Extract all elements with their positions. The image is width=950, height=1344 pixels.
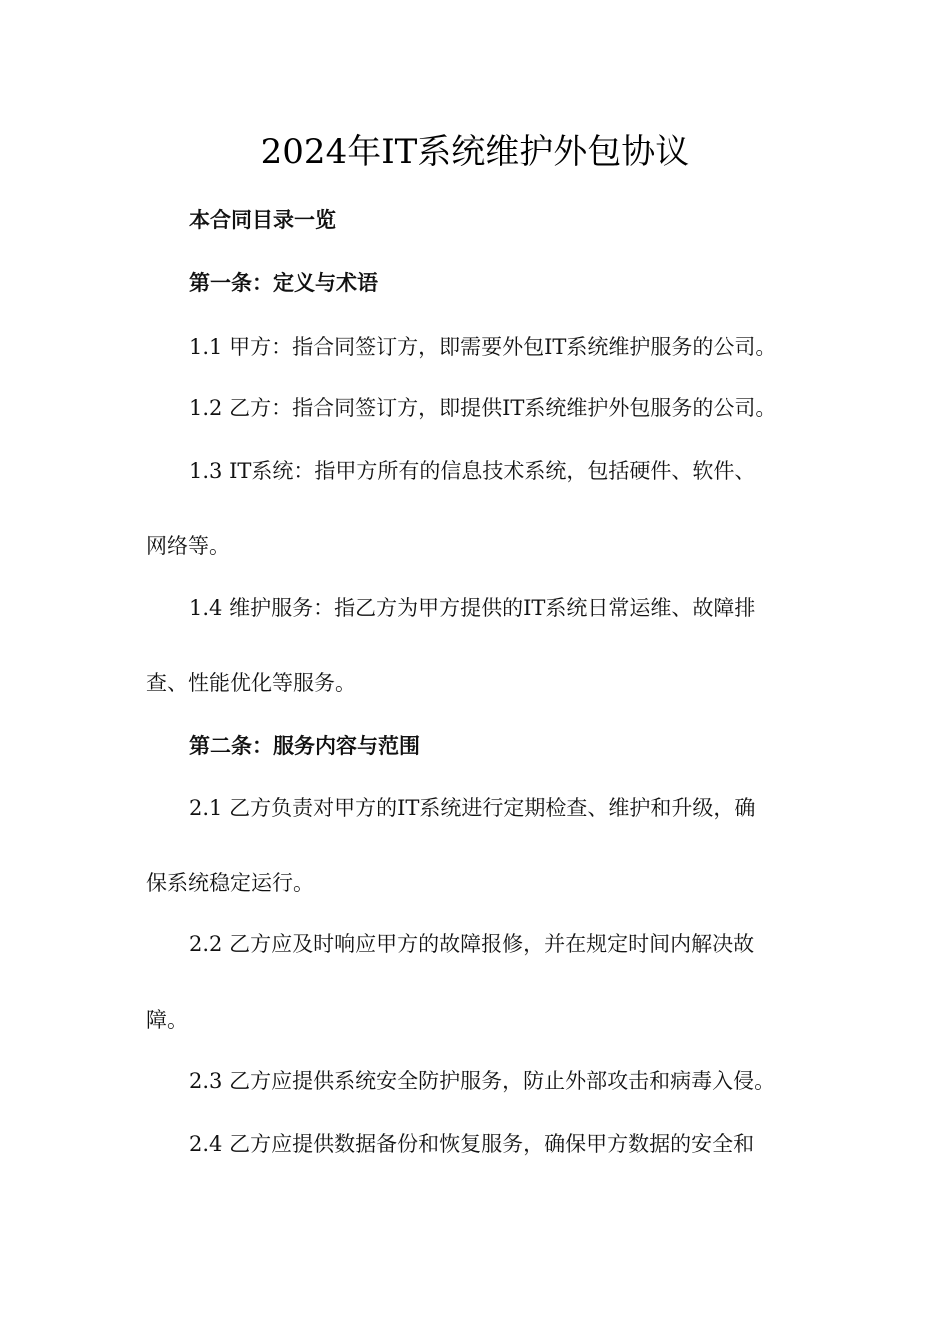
clause-1-3: 1.3 IT系统：指甲方所有的信息技术系统，包括硬件、软件、 (189, 459, 756, 483)
clause-2-4: 2.4 乙方应提供数据备份和恢复服务，确保甲方数据的安全和 (189, 1132, 755, 1156)
clause-2-2-continued: 障。 (146, 1008, 188, 1032)
clause-1-3-continued: 网络等。 (146, 534, 230, 558)
clause-1-1: 1.1 甲方：指合同签订方，即需要外包IT系统维护服务的公司。 (189, 335, 777, 359)
clause-2-1-continued: 保系统稳定运行。 (146, 871, 314, 895)
clause-1-2: 1.2 乙方：指合同签订方，即提供IT系统维护外包服务的公司。 (189, 396, 777, 420)
clause-1-4-continued: 查、性能优化等服务。 (146, 671, 356, 695)
clause-1-4: 1.4 维护服务：指乙方为甲方提供的IT系统日常运维、故障排 (189, 596, 756, 620)
clause-2-2: 2.2 乙方应及时响应甲方的故障报修，并在规定时间内解决故 (189, 932, 755, 956)
article-2-heading: 第二条：服务内容与范围 (189, 734, 420, 758)
toc-heading: 本合同目录一览 (189, 208, 336, 232)
clause-2-3: 2.3 乙方应提供系统安全防护服务，防止外部攻击和病毒入侵。 (189, 1069, 776, 1093)
article-1-heading: 第一条：定义与术语 (189, 271, 378, 295)
document-title: 2024年IT系统维护外包协议 (260, 132, 690, 172)
clause-2-1: 2.1 乙方负责对甲方的IT系统进行定期检查、维护和升级，确 (189, 796, 756, 820)
